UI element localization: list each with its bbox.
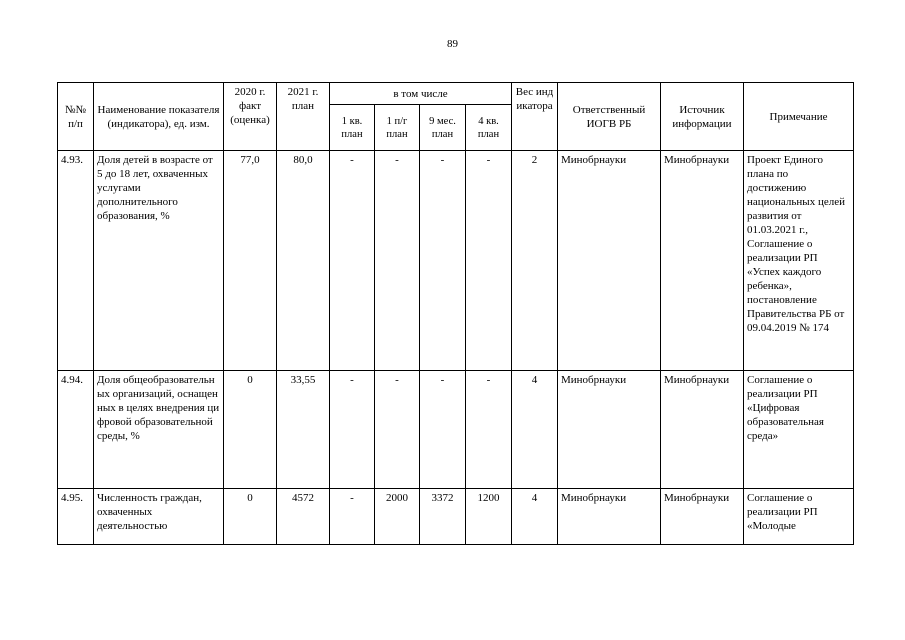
col-header-num: №№ п/п bbox=[58, 83, 94, 151]
cell-note: Соглашение о реализации РП «Молодые bbox=[744, 489, 854, 545]
col-header-m9: 9 мес. план bbox=[420, 105, 466, 151]
cell-note: Соглашение о реализации РП «Цифровая образовательная среда» bbox=[744, 371, 854, 489]
cell-plan2021: 33,55 bbox=[277, 371, 330, 489]
cell-num: 4.95. bbox=[58, 489, 94, 545]
col-header-plan2021: 2021 г. план bbox=[277, 83, 330, 151]
cell-q4: - bbox=[466, 151, 512, 371]
cell-h1: - bbox=[375, 151, 420, 371]
indicators-table bbox=[57, 82, 854, 545]
cell-q4: - bbox=[466, 371, 512, 489]
cell-weight: 4 bbox=[512, 371, 558, 489]
cell-source: Минобрнауки bbox=[661, 151, 744, 371]
cell-fact2020: 0 bbox=[224, 371, 277, 489]
col-header-note: Примечание bbox=[744, 83, 854, 151]
col-header-fact2020: 2020 г. факт (оценка) bbox=[224, 83, 277, 151]
cell-weight: 2 bbox=[512, 151, 558, 371]
cell-num: 4.93. bbox=[58, 151, 94, 371]
cell-m9: - bbox=[420, 371, 466, 489]
cell-q4: 1200 bbox=[466, 489, 512, 545]
cell-name: Доля детей в возрасте от 5 до 18 лет, охваченных услугами дополнительного образования, % bbox=[94, 151, 224, 371]
cell-h1: 2000 bbox=[375, 489, 420, 545]
cell-m9: - bbox=[420, 151, 466, 371]
cell-source: Минобрнауки bbox=[661, 489, 744, 545]
cell-q1: - bbox=[330, 371, 375, 489]
cell-responsible: Минобрнауки bbox=[558, 371, 661, 489]
col-header-q1: 1 кв. план bbox=[330, 105, 375, 151]
cell-weight: 4 bbox=[512, 489, 558, 545]
cell-h1: - bbox=[375, 371, 420, 489]
header-row-1 bbox=[58, 83, 854, 105]
col-header-responsible: Ответственный ИОГВ РБ bbox=[558, 83, 661, 151]
cell-fact2020: 0 bbox=[224, 489, 277, 545]
cell-responsible: Минобрнауки bbox=[558, 151, 661, 371]
table-row bbox=[58, 371, 854, 489]
cell-source: Минобрнауки bbox=[661, 371, 744, 489]
table-row bbox=[58, 489, 854, 545]
col-header-h1: 1 п/г план bbox=[375, 105, 420, 151]
col-header-weight: Вес индикатора bbox=[512, 83, 558, 151]
col-header-including: в том числе bbox=[330, 83, 512, 105]
cell-m9: 3372 bbox=[420, 489, 466, 545]
cell-fact2020: 77,0 bbox=[224, 151, 277, 371]
cell-q1: - bbox=[330, 489, 375, 545]
cell-num: 4.94. bbox=[58, 371, 94, 489]
cell-responsible: Минобрнауки bbox=[558, 489, 661, 545]
col-header-source: Источник информации bbox=[661, 83, 744, 151]
cell-plan2021: 80,0 bbox=[277, 151, 330, 371]
cell-q1: - bbox=[330, 151, 375, 371]
col-header-q4: 4 кв. план bbox=[466, 105, 512, 151]
col-header-name: Наименование показателя (индикатора), ед. изм. bbox=[94, 83, 224, 151]
cell-name: Доля общеобразовательных организаций, оснащенных в целях внедрения цифровой образовательной среды, % bbox=[94, 371, 224, 489]
cell-note: Проект Единого плана по достижению национальных целей развития от 01.03.2021 г., Соглашение о реализации РП «Успех каждого ребенка», постановление Правительства РБ от 09.04.2019 № 174 bbox=[744, 151, 854, 371]
cell-plan2021: 4572 bbox=[277, 489, 330, 545]
page-number: 89 bbox=[447, 38, 458, 50]
cell-name: Численность граждан, охваченных деятельностью bbox=[94, 489, 224, 545]
table-row bbox=[58, 151, 854, 371]
